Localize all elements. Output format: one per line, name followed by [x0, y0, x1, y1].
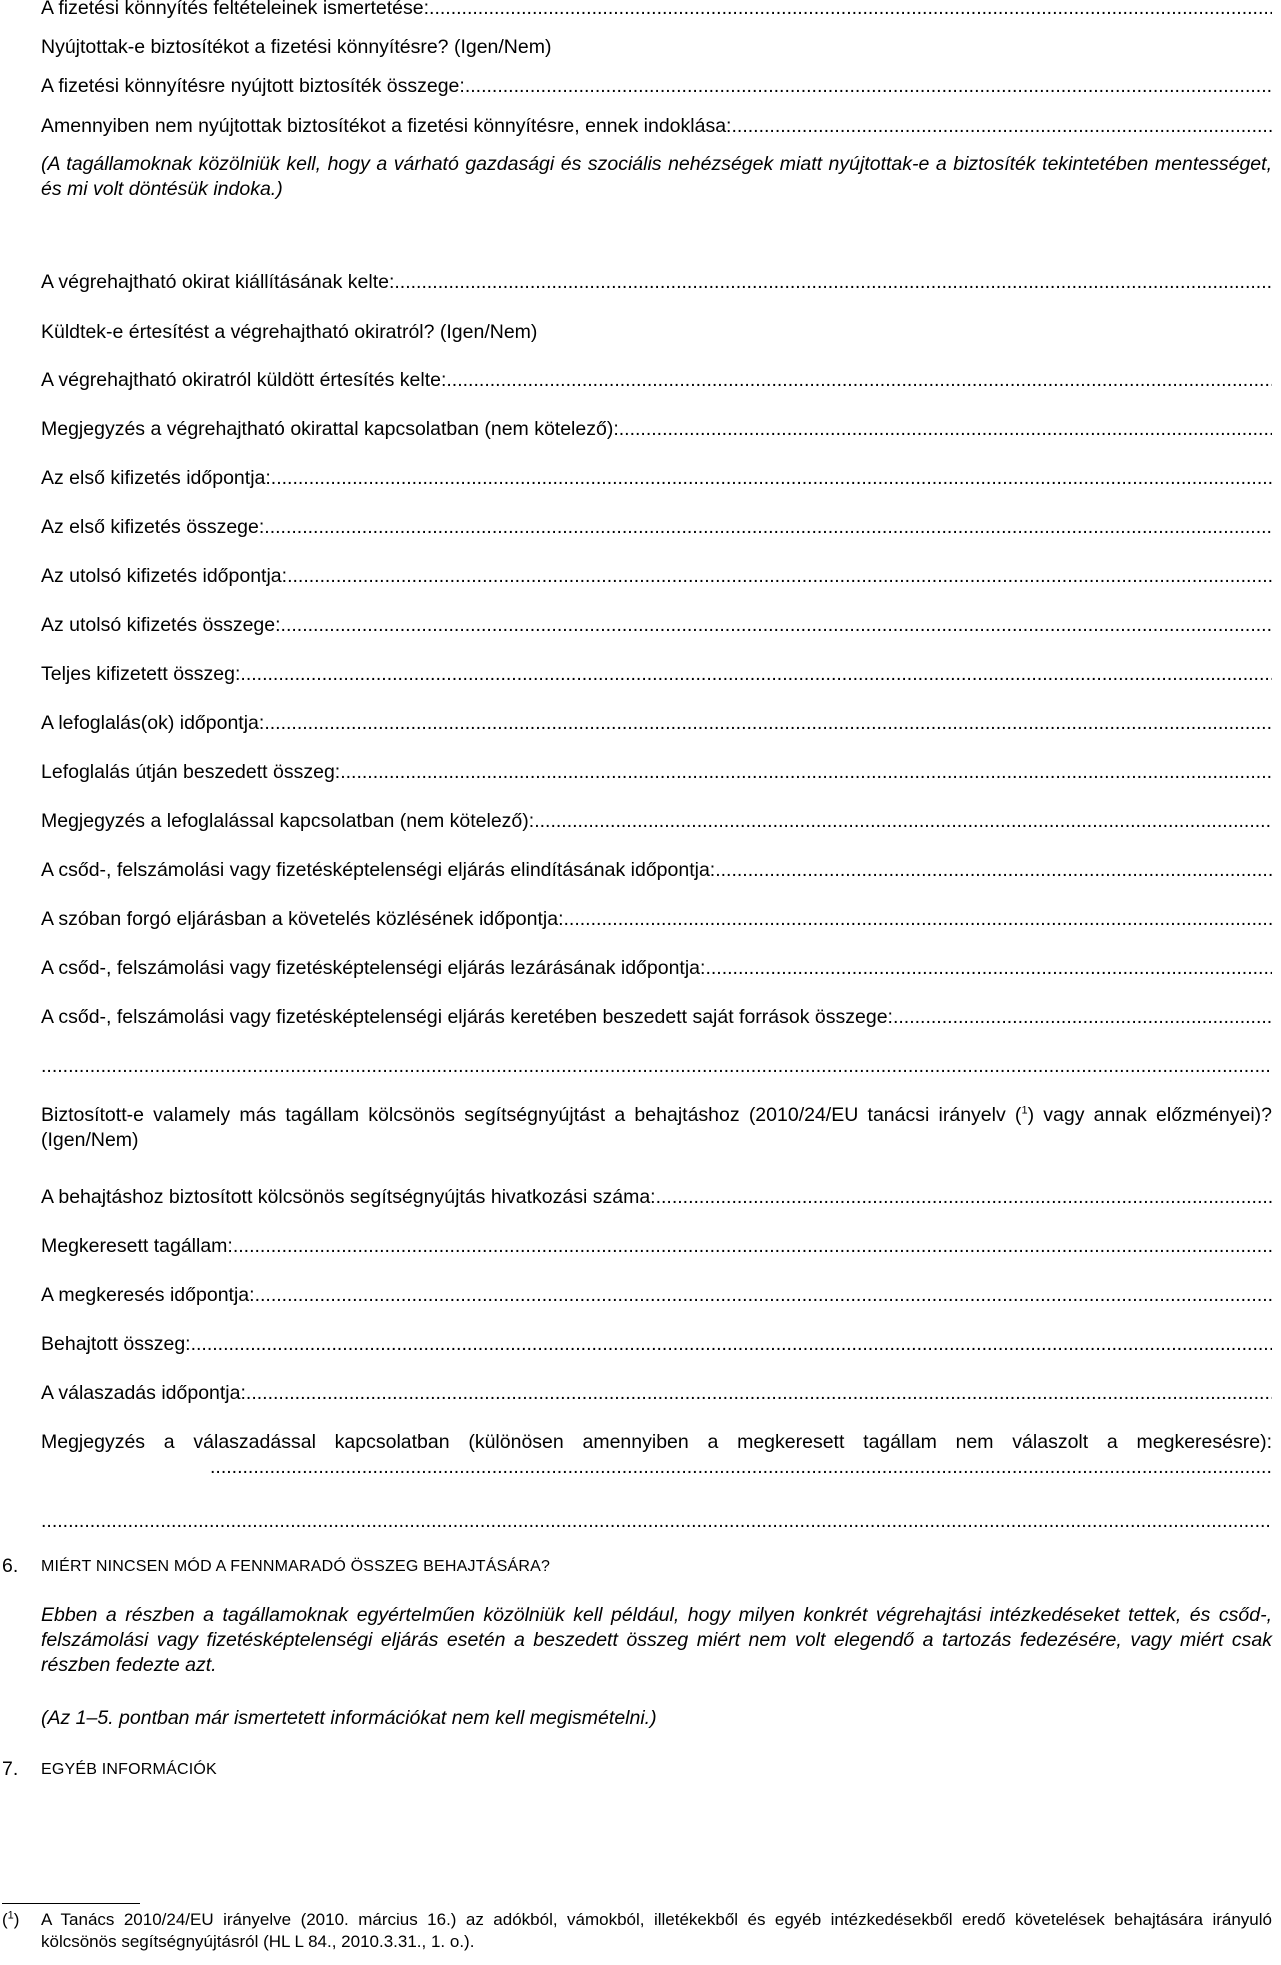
section-number: 6. — [2, 1555, 19, 1577]
dotted-leader — [287, 564, 1272, 589]
dotted-leader — [656, 1185, 1272, 1210]
field-seizure-remark — [41, 809, 1272, 834]
field-reply-date — [41, 1381, 1272, 1406]
footnote-text: A Tanács 2010/24/EU irányelve (2010. március 16.) az adókból, vámokból, illetékekből és egyéb intézkedésekből eredő követelések behajtására irányuló kölcsönös segítségnyújtásról (HL L 84., 2010.3.31., 1. o.). — [41, 1910, 1272, 1951]
field-label: A végrehajtható okirat kiállításának kelte: — [41, 271, 395, 293]
field-label: A szóban forgó eljárásban a követelés közlésének időpontja: — [41, 908, 564, 930]
field-label: Megjegyzés a válaszadással kapcsolatban (különösen amennyiben a megkeresett tagállam nem válaszolt a megkeresésre): — [41, 1431, 1272, 1453]
section-title: EGYÉB INFORMÁCIÓK — [41, 1761, 217, 1778]
field-label: Az utolsó kifizetés összege: — [41, 614, 281, 636]
field-label: Küldtek-e értesítést a végrehajtható okiratról? (Igen/Nem) — [41, 321, 538, 343]
dotted-leader — [715, 858, 1272, 883]
question-text: ) vagy annak előzményei)? (Igen/Nem) — [41, 1104, 1272, 1151]
field-label: Az első kifizetés összege: — [41, 516, 265, 538]
dotted-leader — [281, 613, 1272, 638]
field-label: Nyújtottak-e biztosítékot a fizetési könnyítésre? (Igen/Nem) — [41, 36, 552, 58]
field-label: A fizetési könnyítés feltételeinek ismertetése: — [41, 0, 430, 19]
dotted-continuation — [41, 1509, 1272, 1534]
field-payment-terms — [41, 0, 1272, 21]
dotted-leader — [429, 0, 1272, 21]
field-reply-remark — [41, 1430, 1272, 1455]
dotted-continuation — [41, 1054, 1272, 1079]
dotted-leader — [210, 1455, 1272, 1480]
field-label: Lefoglalás útján beszedett összeg: — [41, 761, 341, 783]
guarantee-note: (A tagállamoknak közölniük kell, hogy a várható gazdasági és szociális nehézségek miatt nyújtottak-e a biztosíték tekintetében mentességet, és mi volt döntésük indoka.) — [41, 153, 1272, 200]
dotted-leader — [240, 662, 1272, 687]
footnote-rule — [2, 1903, 140, 1904]
field-insolvency-start — [41, 858, 1272, 883]
dotted-leader — [340, 760, 1272, 785]
dotted-leader — [564, 907, 1272, 932]
dotted-leader — [41, 1054, 1272, 1079]
footnote-mark: ($^1$) — [2, 1909, 20, 1929]
field-enforcement-date — [41, 270, 1272, 295]
field-first-payment-amount — [41, 515, 1272, 540]
field-label: A megkeresés időpontja: — [41, 1284, 255, 1306]
field-guarantee-amount — [41, 74, 1272, 99]
dotted-leader — [619, 417, 1272, 442]
field-request-date — [41, 1283, 1272, 1308]
field-recovered-amount — [41, 1332, 1272, 1357]
field-insolvency-recovered — [41, 1005, 1272, 1030]
field-guarantee-given — [41, 35, 1272, 60]
dotted-leader — [534, 809, 1272, 834]
question-text: Biztosított-e valamely más tagállam kölcsönös segítségnyújtást a behajtáshoz (2010/24/EU tanácsi irányelv ( — [41, 1104, 1022, 1126]
field-label: Behajtott összeg: — [41, 1333, 191, 1355]
dotted-leader — [731, 114, 1272, 139]
dotted-leader — [264, 515, 1272, 540]
section-title: MIÉRT NINCSEN MÓD A FENNMARADÓ ÖSSZEG BEHAJTÁSÁRA? — [41, 1558, 551, 1575]
dotted-leader — [264, 711, 1272, 736]
dotted-leader — [233, 1234, 1272, 1259]
field-total-paid — [41, 662, 1272, 687]
field-insolvency-end — [41, 956, 1272, 981]
field-label: A csőd-, felszámolási vagy fizetésképtelenségi eljárás keretében beszedett saját források összege: — [41, 1006, 893, 1028]
section-note: (Az 1–5. pontban már ismertetett információkat nem kell megismételni.) — [41, 1707, 657, 1729]
field-label: Az utolsó kifizetés időpontja: — [41, 565, 288, 587]
dotted-leader — [271, 466, 1272, 491]
field-notification-date — [41, 368, 1272, 393]
dotted-leader — [246, 1381, 1272, 1406]
dotted-leader — [705, 956, 1272, 981]
field-label: A lefoglalás(ok) időpontja: — [41, 712, 265, 734]
field-last-payment-amount — [41, 613, 1272, 638]
footnote — [2, 1909, 1272, 1953]
field-reference-number — [41, 1185, 1272, 1210]
field-label: Megjegyzés a végrehajtható okirattal kapcsolatban (nem kötelező): — [41, 418, 619, 440]
dotted-leader — [446, 368, 1272, 393]
footnote-ref: 1 — [1021, 1104, 1028, 1117]
field-label: A csőd-, felszámolási vagy fizetésképtelenségi eljárás elindításának időpontja: — [41, 859, 716, 881]
field-label: A fizetési könnyítésre nyújtott biztosíték összege: — [41, 75, 465, 97]
dotted-leader — [41, 1509, 1272, 1534]
field-mutual-assistance — [41, 1103, 1272, 1153]
field-label: A csőd-, felszámolási vagy fizetésképtelenségi eljárás lezárásának időpontja: — [41, 957, 706, 979]
field-notification-sent — [41, 320, 1272, 345]
field-label: A behajtáshoz biztosított kölcsönös segítségnyújtás hivatkozási száma: — [41, 1186, 656, 1208]
dotted-leader — [465, 74, 1272, 99]
field-requested-state — [41, 1234, 1272, 1259]
dotted-leader — [394, 270, 1272, 295]
dotted-leader — [893, 1005, 1272, 1030]
field-claim-lodged — [41, 907, 1272, 932]
field-label: A végrehajtható okiratról küldött értesítés kelte: — [41, 369, 447, 391]
field-label: Megkeresett tagállam: — [41, 1235, 233, 1257]
dotted-leader — [255, 1283, 1272, 1308]
field-label: Amennyiben nem nyújtottak biztosítékot a fizetési könnyítésre, ennek indoklása: — [41, 115, 732, 137]
field-seizure-date — [41, 711, 1272, 736]
field-enforcement-remark — [41, 417, 1272, 442]
field-seizure-amount — [41, 760, 1272, 785]
dotted-continuation — [210, 1455, 1272, 1480]
field-label: Az első kifizetés időpontja: — [41, 467, 271, 489]
dotted-leader — [191, 1332, 1272, 1357]
field-no-guarantee-reason — [41, 114, 1272, 139]
field-label: Teljes kifizetett összeg: — [41, 663, 241, 685]
field-label: A válaszadás időpontja: — [41, 1382, 246, 1404]
field-last-payment-date — [41, 564, 1272, 589]
section-number: 7. — [2, 1758, 19, 1780]
field-first-payment-date — [41, 466, 1272, 491]
section-body: Ebben a részben a tagállamoknak egyértelműen közölniük kell például, hogy milyen konkrét végrehajtási intézkedéseket tettek, és csőd-, felszámolási vagy fizetésképtelenségi eljárás esetén a beszedett összeg miért nem volt elegendő a tartozás fedezésére, vagy miért csak részben fedezte azt. — [41, 1604, 1272, 1676]
field-label: Megjegyzés a lefoglalással kapcsolatban (nem kötelező): — [41, 810, 535, 832]
